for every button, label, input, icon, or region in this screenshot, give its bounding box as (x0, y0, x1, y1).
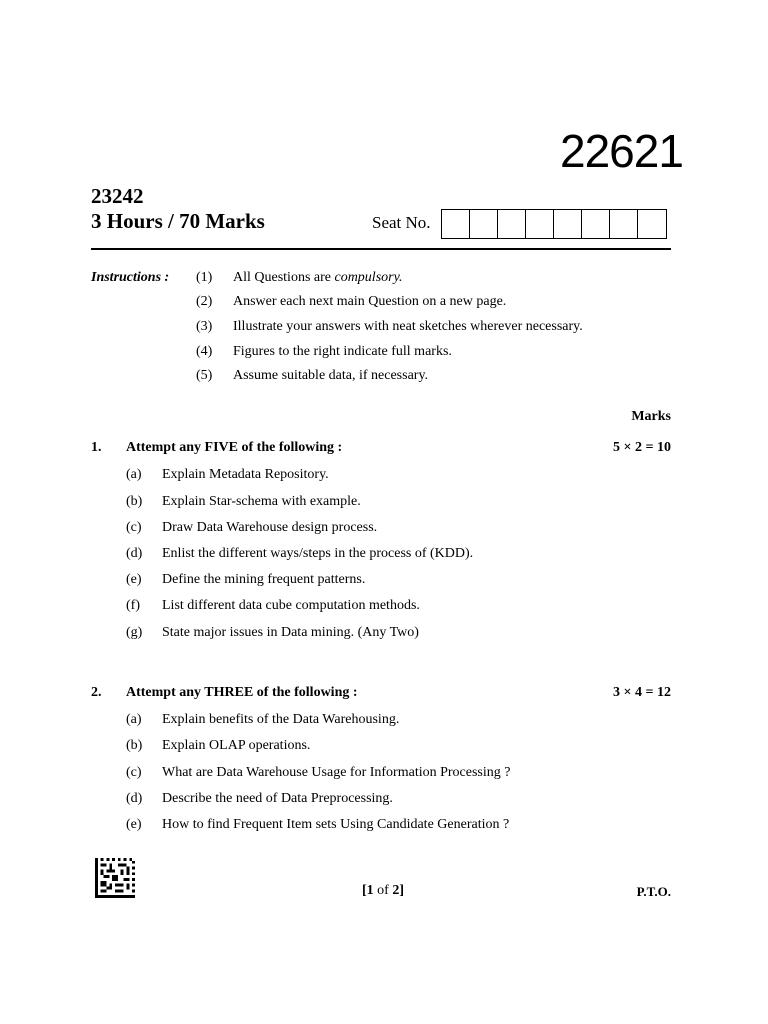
question-heading (91, 440, 671, 458)
please-turn-over: P.T.O. (636, 884, 671, 899)
instruction-item (196, 270, 403, 286)
instruction-text: All Questions are (233, 270, 335, 285)
page-number (362, 883, 404, 899)
sub-question-text: State major issues in Data mining. (Any Two) (162, 625, 419, 640)
seat-box (442, 210, 470, 238)
sub-question-label: (f) (126, 598, 140, 613)
sub-question-text: How to find Frequent Item sets Using Candidate Generation ? (162, 817, 510, 832)
sub-question (126, 520, 377, 536)
sub-question-text: Draw Data Warehouse design process. (162, 520, 378, 535)
instruction-item (196, 368, 428, 384)
seat-box (498, 210, 526, 238)
sub-question (126, 738, 310, 754)
sub-question (126, 817, 509, 833)
question-title: Attempt any FIVE of the following : (126, 440, 343, 455)
sub-question-label: (b) (126, 738, 143, 753)
sub-question-label: (a) (126, 712, 142, 727)
seat-box (582, 210, 610, 238)
sub-question-label: (e) (126, 572, 142, 587)
seat-box (638, 210, 666, 238)
sub-question-label: (g) (126, 625, 143, 640)
instruction-text: Answer each next main Question on a new page. (233, 294, 507, 309)
instruction-number: (3) (196, 319, 213, 334)
marks-column-header: Marks (631, 409, 671, 424)
instruction-text: Figures to the right indicate full marks. (233, 344, 452, 359)
seat-box (470, 210, 498, 238)
sub-question (126, 572, 365, 588)
seat-box (526, 210, 554, 238)
instruction-text: Assume suitable data, if necessary. (233, 368, 429, 383)
subject-code: 22621 (560, 125, 683, 177)
sub-question (126, 598, 420, 614)
sub-question-text: Explain Metadata Repository. (162, 467, 329, 482)
sub-question (126, 765, 510, 781)
sub-question-label: (c) (126, 765, 142, 780)
page-number-of: of (373, 883, 393, 898)
sub-question (126, 791, 393, 807)
question-heading (91, 685, 671, 703)
instruction-number: (2) (196, 294, 213, 309)
sub-question-label: (e) (126, 817, 142, 832)
sub-question-text: What are Data Warehouse Usage for Information Processing ? (162, 765, 511, 780)
instruction-emphasis: compulsory. (334, 270, 403, 285)
page-number-total: 2] (392, 883, 405, 898)
datamatrix-code-icon (94, 858, 136, 898)
header-divider (91, 248, 671, 250)
sub-question-text: Explain benefits of the Data Warehousing. (162, 712, 400, 727)
sub-question-label: (c) (126, 520, 142, 535)
question-marks: 3 × 4 = 12 (613, 685, 671, 700)
sub-question-text: Explain Star-schema with example. (162, 494, 361, 509)
sub-question-text: List different data cube computation methods. (162, 598, 420, 613)
seat-number-label: Seat No. (372, 213, 431, 232)
instruction-number: (4) (196, 344, 213, 359)
sub-question-text: Describe the need of Data Preprocessing. (162, 791, 393, 806)
sub-question-label: (d) (126, 791, 143, 806)
question-title: Attempt any THREE of the following : (126, 685, 358, 700)
instruction-item (196, 294, 506, 310)
duration-marks: 3 Hours / 70 Marks (91, 209, 265, 233)
sub-question-text: Explain OLAP operations. (162, 738, 311, 753)
instruction-item (196, 344, 452, 360)
sub-question (126, 625, 419, 641)
sub-question (126, 712, 399, 728)
seat-number-boxes (441, 209, 667, 239)
instruction-item (196, 319, 583, 335)
question-number: 1. (91, 440, 102, 455)
sub-question (126, 494, 361, 510)
instruction-number: (5) (196, 368, 213, 383)
sub-question-text: Enlist the different ways/steps in the process of (KDD). (162, 546, 474, 561)
paper-code: 23242 (91, 184, 144, 208)
sub-question-label: (b) (126, 494, 143, 509)
sub-question (126, 546, 473, 562)
instruction-text: Illustrate your answers with neat sketches wherever necessary. (233, 319, 583, 334)
seat-box (554, 210, 582, 238)
question-number: 2. (91, 685, 102, 700)
seat-box (610, 210, 638, 238)
sub-question (126, 467, 329, 483)
instruction-number: (1) (196, 270, 213, 285)
sub-question-label: (a) (126, 467, 142, 482)
page-number-current: [1 (362, 883, 374, 898)
sub-question-label: (d) (126, 546, 143, 561)
instructions-label: Instructions : (91, 270, 170, 285)
question-marks: 5 × 2 = 10 (613, 440, 671, 455)
sub-question-text: Define the mining frequent patterns. (162, 572, 366, 587)
